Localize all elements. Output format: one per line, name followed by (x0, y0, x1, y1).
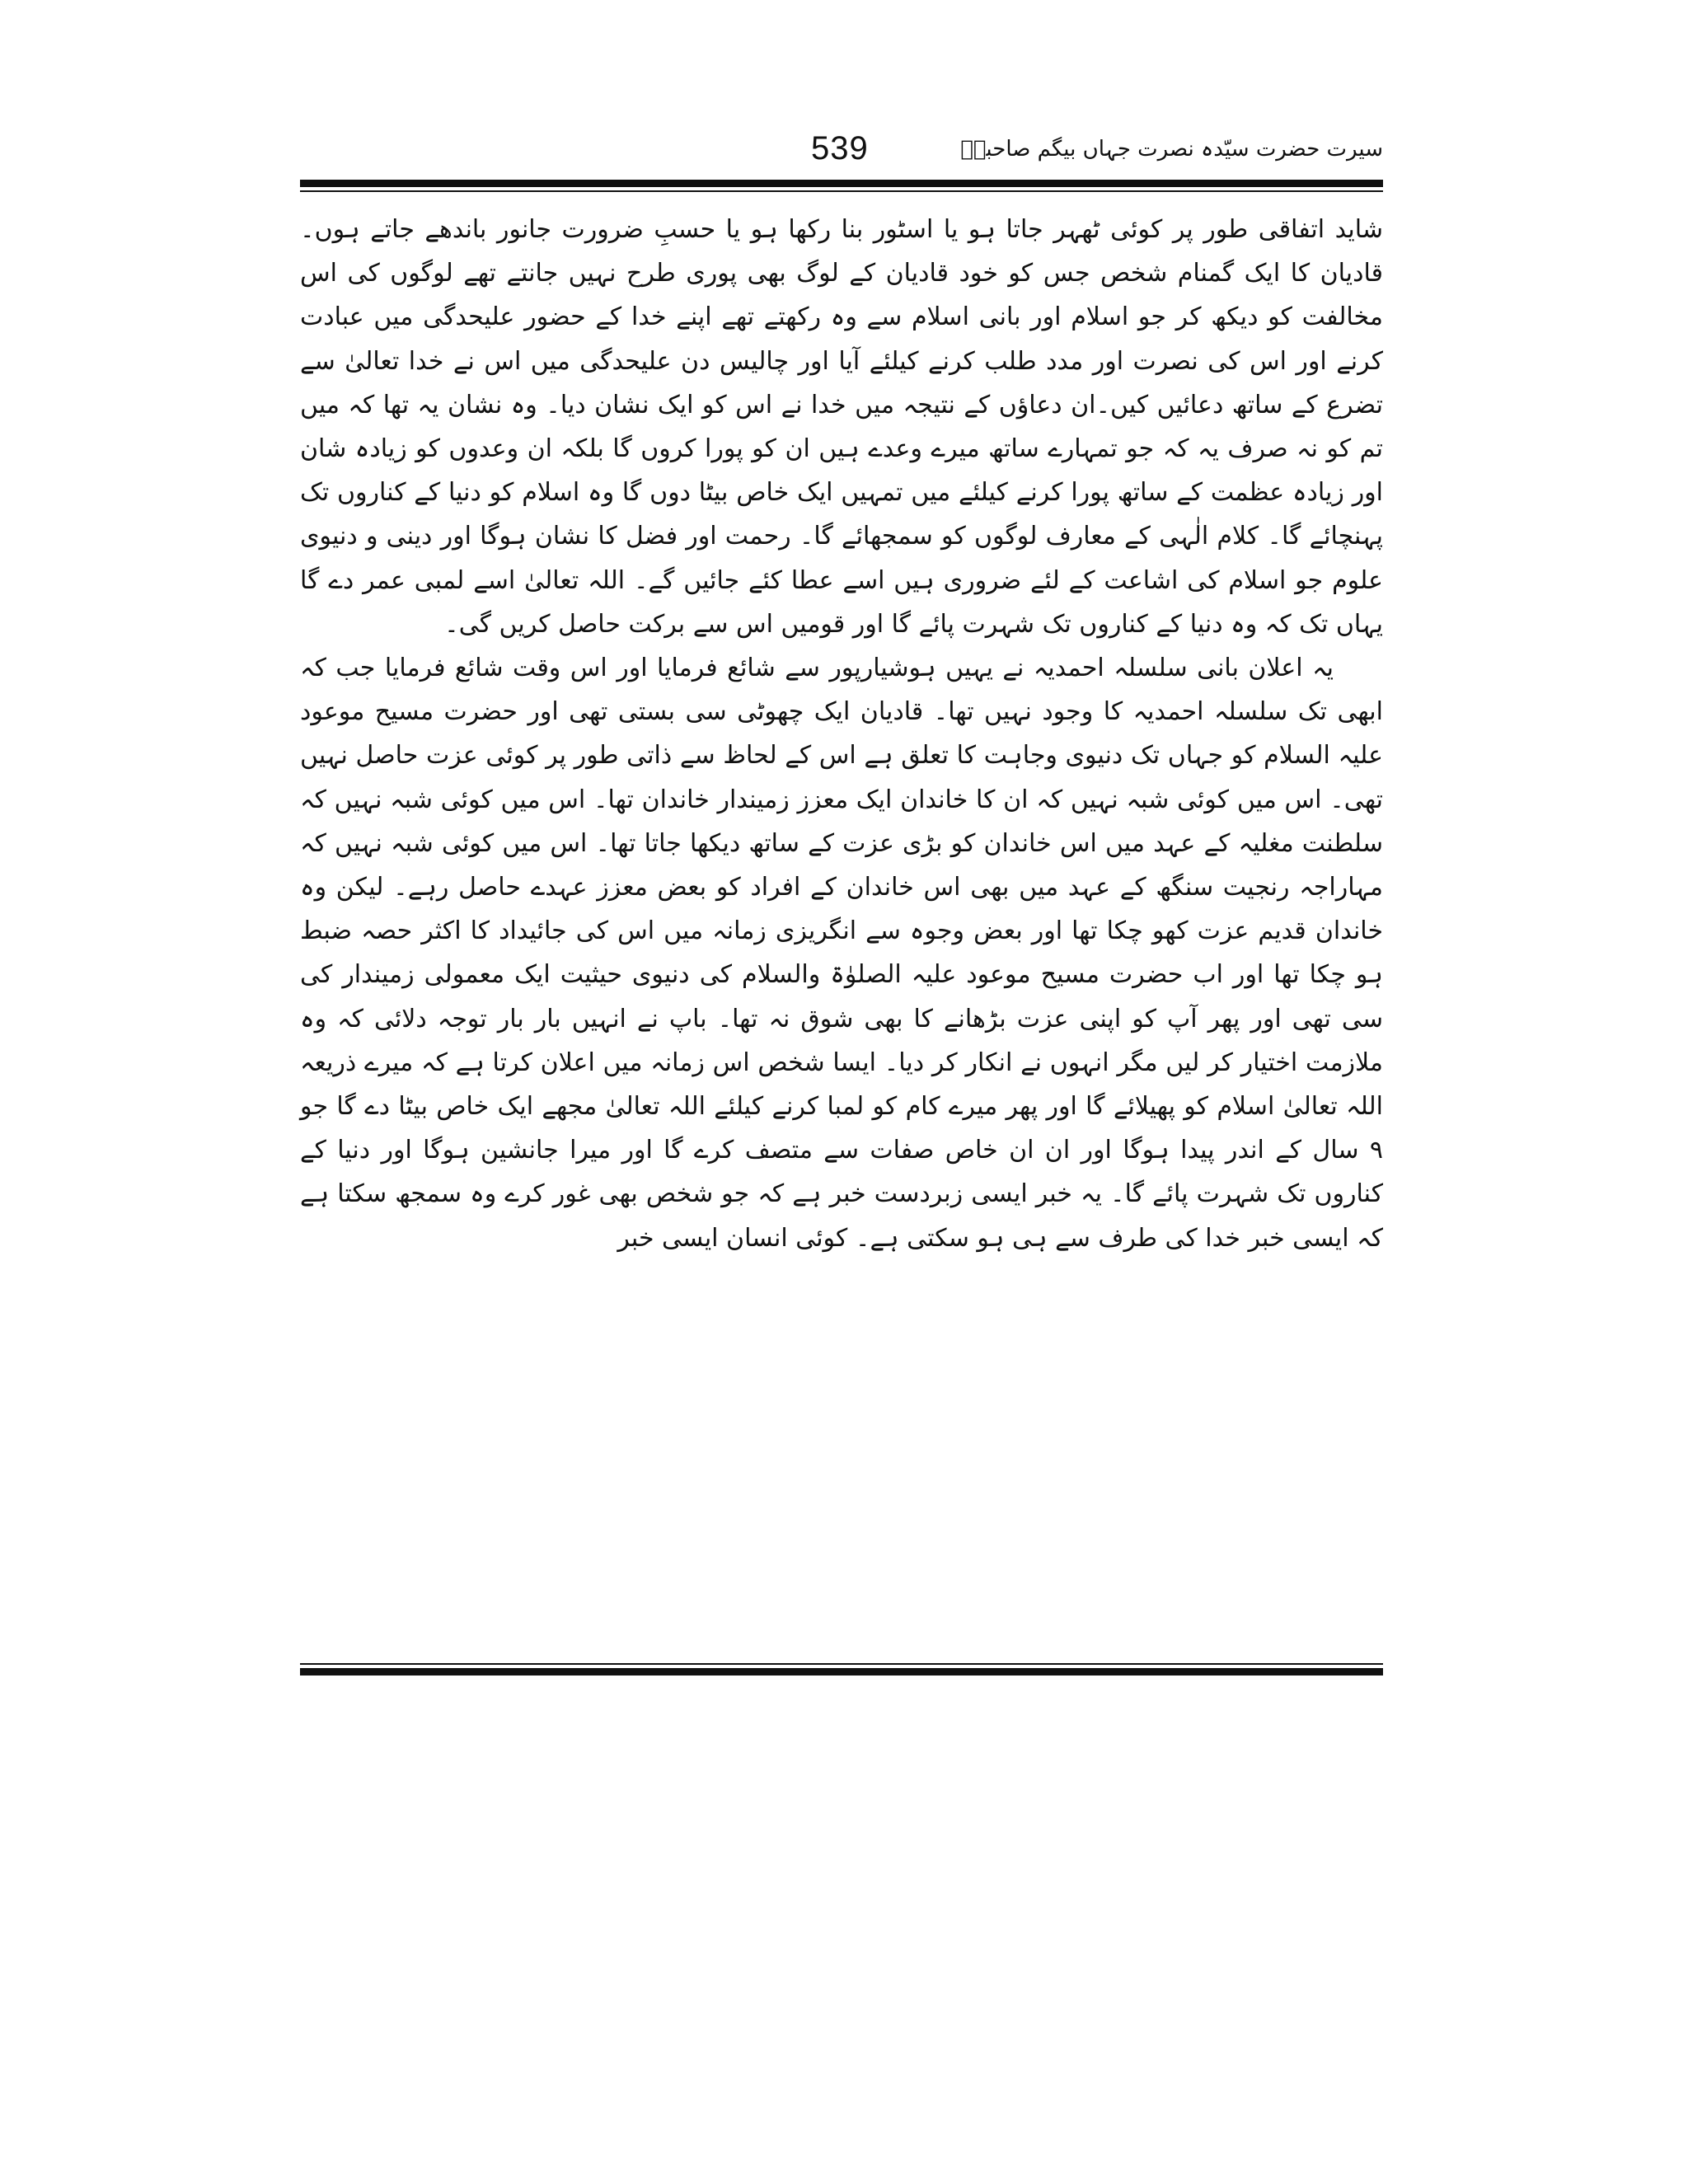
header-rule-thin (300, 190, 1383, 192)
page-number: 539 (811, 130, 869, 166)
running-title: سیرت حضرت سیّدہ نصرت جہاں بیگم صاحبہؓ (960, 137, 1383, 162)
header-rule-thick (300, 180, 1383, 187)
footer-rule-thin (300, 1663, 1383, 1665)
body-text (300, 208, 1383, 1260)
page-header (300, 130, 1383, 180)
paragraph-1: شاید اتفاقی طور پر کوئی ٹھہر جاتا ہو یا اسٹور بنا رکھا ہو یا حسبِ ضرورت جانور باندھے جاتے ہوں۔ قادیان کا ایک گمنام شخص جس کو خود قادیان کے لوگ بھی پوری طرح نہیں جانتے تھے لوگوں کی اس مخالفت کو دیکھ کر جو اسلام اور بانی اسلام سے وہ رکھتے تھے اپنے خدا کے حضور علیحدگی میں عبادت کرنے اور اس کی نصرت اور مدد طلب کرنے کیلئے آیا اور چالیس دن علیحدگی میں اس نے خدا تعالیٰ سے تضرع کے ساتھ دعائیں کیں۔ان دعاؤں کے نتیجہ میں خدا نے اس کو ایک نشان دیا۔ وہ نشان یہ تھا کہ میں تم کو نہ صرف یہ کہ جو تمہارے ساتھ میرے وعدے ہیں ان کو پورا کروں گا بلکہ ان وعدوں کو زیادہ شان اور زیادہ عظمت کے ساتھ پورا کرنے کیلئے میں تمہیں ایک خاص بیٹا دوں گا وہ اسلام کو دنیا کے کناروں تک پہنچائے گا۔ کلام الٰہی کے معارف لوگوں کو سمجھائے گا۔ رحمت اور فضل کا نشان ہوگا اور دینی و دنیوی علوم جو اسلام کی اشاعت کے لئے ضروری ہیں اسے عطا کئے جائیں گے۔ اللہ تعالیٰ اسے لمبی عمر دے گا یہاں تک کہ وہ دنیا کے کناروں تک شہرت پائے گا اور قومیں اس سے برکت حاصل کریں گی۔ (300, 215, 1383, 639)
footer-rule-thick (300, 1668, 1383, 1675)
paragraph-2: یہ اعلان بانی سلسلہ احمدیہ نے یہیں ہوشیارپور سے شائع فرمایا اور اس وقت شائع فرمایا جب کہ ابھی تک سلسلہ احمدیہ کا وجود نہیں تھا۔ قادیان ایک چھوٹی سی بستی تھی اور حضرت مسیح موعود علیہ السلام کو جہاں تک دنیوی وجاہت کا تعلق ہے اس کے لحاظ سے ذاتی طور پر کوئی عزت حاصل نہیں تھی۔ اس میں کوئی شبہ نہیں کہ ان کا خاندان ایک معزز زمیندار خاندان تھا۔ اس میں کوئی شبہ نہیں کہ سلطنت مغلیہ کے عہد میں اس خاندان کو بڑی عزت کے ساتھ دیکھا جاتا تھا۔ اس میں کوئی شبہ نہیں کہ مہاراجہ رنجیت سنگھ کے عہد میں بھی اس خاندان کے افراد کو بعض معزز عہدے حاصل رہے۔ لیکن وہ خاندان قدیم عزت کھو چکا تھا اور بعض وجوہ سے انگریزی زمانہ میں اس کی جائیداد کا اکثر حصہ ضبط ہو چکا تھا اور اب حضرت مسیح موعود علیہ الصلوٰۃ والسلام کی دنیوی حیثیت ایک معمولی زمیندار کی سی تھی اور پھر آپ کو اپنی عزت بڑھانے کا بھی شوق نہ تھا۔ باپ نے انہیں بار بار توجہ دلائی کہ وہ ملازمت اختیار کر لیں مگر انہوں نے انکار کر دیا۔ ایسا شخص اس زمانہ میں اعلان کرتا ہے کہ میرے ذریعہ اللہ تعالیٰ اسلام کو پھیلائے گا اور پھر میرے کام کو لمبا کرنے کیلئے اللہ تعالیٰ مجھے ایک خاص بیٹا دے گا جو ۹ سال کے اندر پیدا ہوگا اور ان ان خاص صفات سے متصف کرے گا اور میرا جانشین ہوگا اور دنیا کے کناروں تک شہرت پائے گا۔ یہ خبر ایسی زبردست خبر ہے کہ جو شخص بھی غور کرے وہ سمجھ سکتا ہے کہ ایسی خبر خدا کی طرف سے ہی ہو سکتی ہے۔ کوئی انسان ایسی خبر (300, 654, 1383, 1253)
